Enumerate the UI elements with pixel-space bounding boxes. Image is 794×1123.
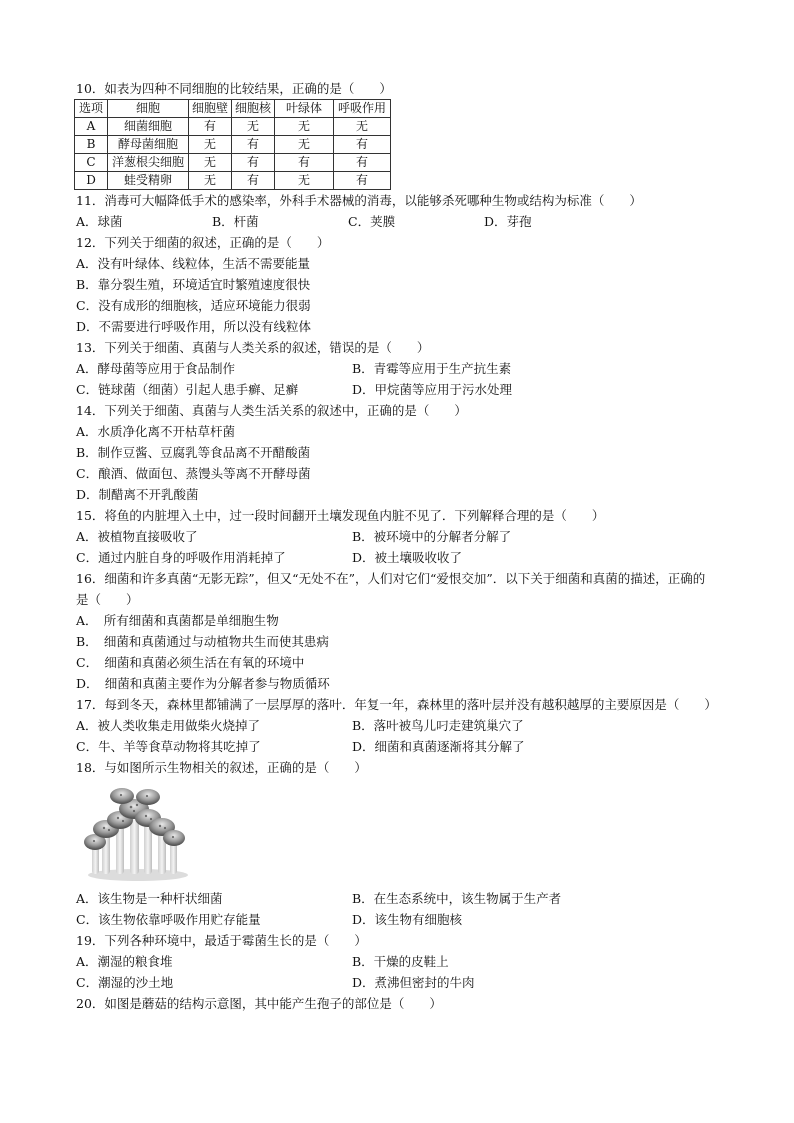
- option-d: D．该生物有细胞核: [352, 912, 463, 927]
- option-c: C．通过内脏自身的呼吸作用消耗掉了: [76, 550, 286, 565]
- question-19-stem: 19．下列各种环境中，最适于霉菌生长的是（ ）: [76, 933, 367, 948]
- question-15-options-row-2: [76, 547, 716, 568]
- question-11-stem: 11．消毒可大幅降低手术的感染率，外科手术器械的消毒，以能够杀死哪种生物或结构为标准（ ）: [76, 193, 642, 208]
- table-header-row: [75, 100, 391, 118]
- option-a: A．酵母菌等应用于食品制作: [76, 361, 236, 376]
- table-cell: 细菌细胞: [108, 118, 189, 136]
- question-15-stem: 15．将鱼的内脏埋入土中，过一段时间翻开土壤发现鱼内脏不见了．下列解释合理的是（ ）: [76, 508, 605, 523]
- option-b: B．杆菌: [212, 214, 259, 229]
- option-c: C．链球菌（细菌）引起人患手癣、足癣: [76, 382, 299, 397]
- table-cell: 有: [232, 172, 275, 190]
- table-cell: C: [75, 154, 108, 172]
- table-cell: 有: [275, 154, 334, 172]
- question-19-options-row-2: [76, 972, 716, 993]
- question-16-stem: 16．细菌和许多真菌“无影无踪”，但又“无处不在”，人们对它们“爱恨交加”．以下关于细菌和真菌的描述，正确的是（ ）: [76, 571, 706, 607]
- table-row: [75, 154, 391, 172]
- table-cell: 无: [334, 118, 391, 136]
- option-d: D． 细菌和真菌主要作为分解者参与物质循环: [76, 676, 330, 691]
- option-c: C．潮湿的沙土地: [76, 975, 174, 990]
- table-cell: 无: [189, 136, 232, 154]
- question-17-stem: 17．每到冬天，森林里都铺满了一层厚厚的落叶．年复一年，森林里的落叶层并没有越积越厚的主要原因是（ ）: [76, 697, 717, 712]
- question-17-options-row-1: [76, 715, 716, 736]
- exam-page: [76, 78, 716, 1014]
- option-d: D．不需要进行呼吸作用，所以没有线粒体: [76, 319, 312, 334]
- question-19-options-row-1: [76, 951, 716, 972]
- question-13-options-row-1: [76, 358, 716, 379]
- question-13-options-row-2: [76, 379, 716, 400]
- table-cell: 无: [275, 118, 334, 136]
- option-b: B．在生态系统中，该生物属于生产者: [352, 891, 562, 906]
- question-10-stem: 10．如表为四种不同细胞的比较结果，正确的是（ ）: [76, 81, 392, 96]
- option-a: A．水质净化离不开枯草杆菌: [76, 424, 236, 439]
- question-18-stem: 18．与如图所示生物相关的叙述，正确的是（ ）: [76, 760, 367, 775]
- option-d: D．芽孢: [484, 214, 532, 229]
- option-b: B．被环境中的分解者分解了: [352, 529, 512, 544]
- option-a: A．潮湿的粮食堆: [76, 954, 173, 969]
- question-20-stem: 20．如图是蘑菇的结构示意图，其中能产生孢子的部位是（ ）: [76, 996, 442, 1011]
- question-11-options: [76, 211, 716, 232]
- cell-comparison-table: [74, 99, 391, 190]
- option-b: B．靠分裂生殖，环境适宜时繁殖速度很快: [76, 277, 311, 292]
- option-c: C． 细菌和真菌必须生活在有氧的环境中: [76, 655, 305, 670]
- table-header-cell: 叶绿体: [275, 100, 334, 118]
- option-c: C．牛、羊等食草动物将其吃掉了: [76, 739, 261, 754]
- table-cell: 无: [189, 172, 232, 190]
- table-cell: 有: [189, 118, 232, 136]
- option-a: A． 所有细菌和真菌都是单细胞生物: [76, 613, 279, 628]
- table-header-cell: 细胞壁: [189, 100, 232, 118]
- table-row: [75, 136, 391, 154]
- table-cell: 有: [334, 136, 391, 154]
- table-cell: A: [75, 118, 108, 136]
- option-b: B．干燥的皮鞋上: [352, 954, 449, 969]
- table-cell: 有: [334, 154, 391, 172]
- table-cell: D: [75, 172, 108, 190]
- option-d: D．煮沸但密封的牛肉: [352, 975, 475, 990]
- option-a: A．球菌: [76, 214, 123, 229]
- question-15-options-row-1: [76, 526, 716, 547]
- option-b: B．制作豆酱、豆腐乳等食品离不开醋酸菌: [76, 445, 311, 460]
- table-cell: 无: [232, 118, 275, 136]
- table-cell: 无: [189, 154, 232, 172]
- question-18-options-row-2: [76, 909, 716, 930]
- table-row: [75, 172, 391, 190]
- table-row: [75, 118, 391, 136]
- option-c: C．没有成形的细胞核，适应环境能力很弱: [76, 298, 311, 313]
- table-header-cell: 选项: [75, 100, 108, 118]
- table-cell: 酵母菌细胞: [108, 136, 189, 154]
- option-a: A．被人类收集走用做柴火烧掉了: [76, 718, 261, 733]
- question-12-stem: 12．下列关于细菌的叙述，正确的是（ ）: [76, 235, 330, 250]
- table-cell: 无: [275, 172, 334, 190]
- question-14-stem: 14．下列关于细菌、真菌与人类生活关系的叙述中，正确的是（ ）: [76, 403, 467, 418]
- option-d: D．被土壤吸收收了: [352, 550, 463, 565]
- option-a: A．被植物直接吸收了: [76, 529, 198, 544]
- option-d: D．细菌和真菌逐渐将其分解了: [352, 739, 525, 754]
- table-header-cell: 呼吸作用: [334, 100, 391, 118]
- option-d: D．甲烷菌等应用于污水处理: [352, 382, 513, 397]
- option-b: B．落叶被鸟儿叼走建筑巢穴了: [352, 718, 524, 733]
- question-18-options-row-1: [76, 888, 716, 909]
- option-a: A．没有叶绿体、线粒体，生活不需要能量: [76, 256, 311, 271]
- question-17-options-row-2: [76, 736, 716, 757]
- mushroom-cluster-illustration: [76, 782, 200, 882]
- table-cell: 无: [275, 136, 334, 154]
- option-b: B． 细菌和真菌通过与动植物共生而使其患病: [76, 634, 329, 649]
- question-13-stem: 13．下列关于细菌、真菌与人类关系的叙述，错误的是（ ）: [76, 340, 430, 355]
- table-header-cell: 细胞: [108, 100, 189, 118]
- table-cell: 有: [334, 172, 391, 190]
- table-cell: 洋葱根尖细胞: [108, 154, 189, 172]
- option-d: D．制醋离不开乳酸菌: [76, 487, 199, 502]
- mushroom-image: [76, 782, 200, 882]
- table-cell: 蛙受精卵: [108, 172, 189, 190]
- option-c: C．荚膜: [348, 214, 396, 229]
- table-cell: B: [75, 136, 108, 154]
- option-c: C．该生物依靠呼吸作用贮存能量: [76, 912, 261, 927]
- table-cell: 有: [232, 136, 275, 154]
- table-cell: 有: [232, 154, 275, 172]
- option-c: C．酿酒、做面包、蒸馒头等离不开酵母菌: [76, 466, 311, 481]
- table-header-cell: 细胞核: [232, 100, 275, 118]
- option-b: B．青霉等应用于生产抗生素: [352, 361, 512, 376]
- option-a: A．该生物是一种杆状细菌: [76, 891, 223, 906]
